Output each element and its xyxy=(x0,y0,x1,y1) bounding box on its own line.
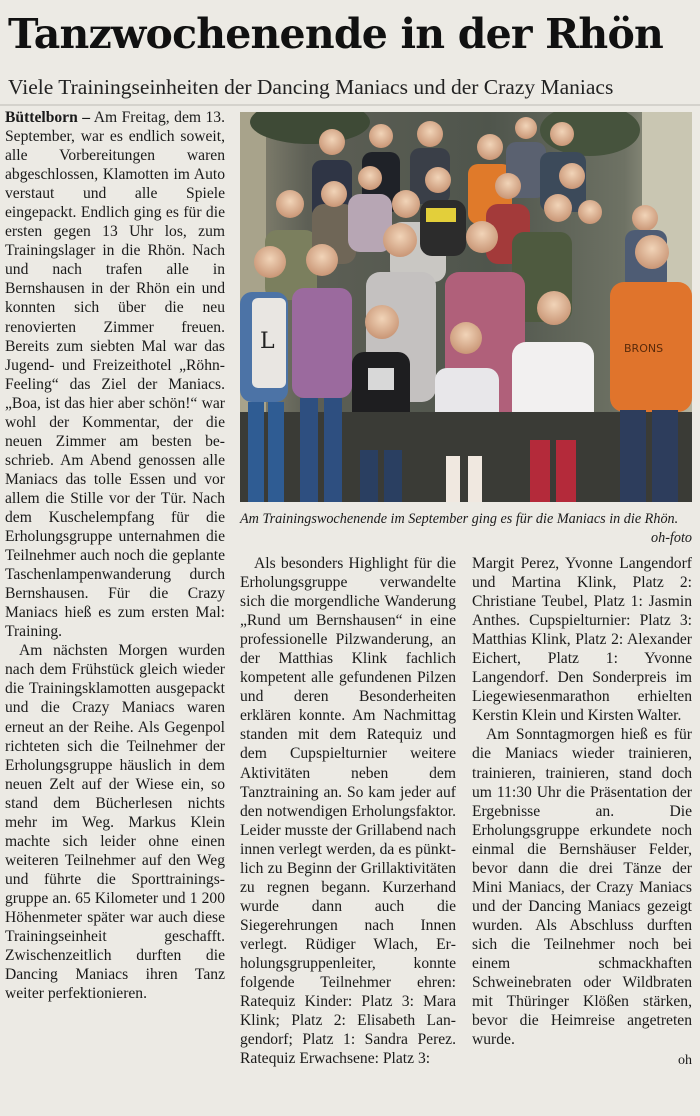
caption-text: Am Trainingswochenende im September ging es für die Maniacs in die Rhön. xyxy=(240,511,679,527)
paragraph: Am nächsten Morgen wurden nach dem Frühstück gleich wieder die Trainingsklamotten ausgepackt und die Crazy Maniacs waren erneut an der Reihe. Als Gegenpol richteten sich die Teilnehmer der Erholungsgruppe häuslich in dem neuen Zelt auf der Wiese ein, so stand dem Bücherlesen nichts mehr im Weg. Markus Klein machte sich leider ohne einen weiteren Teilnehmer auf den Weg und führte die Sporttrainingsgruppe an. 65 Kilometer und 1 200 Höhenmeter später war auch diese Trainingseinheit geschafft. Zwischenzeitlich durften die Dancing Maniacs ihren Tanz weiter perfektionieren. xyxy=(5,642,225,1003)
dateline: Büttelborn – xyxy=(5,109,91,126)
article-column-1 xyxy=(5,108,225,1113)
group-photo-image xyxy=(240,112,692,502)
subheadline: Viele Trainingseinheiten der Dancing Maniacs und der Crazy Maniacs xyxy=(8,75,614,99)
shirt-print: L xyxy=(260,329,275,354)
paragraph: Margit Perez, Yvonne Langendorf und Martina Klink, Platz 2: Christiane Teubel, Platz 1: Jasmin Anthes. Cupspielturnier: Platz 3: Matthias Klink, Platz 2: Alexander Eichert, Platz 1: Yvonne Langendorf. Den Sonderpreis im Liegewiesenmarathon erhielten Kerstin Klein und Kirsten Walter. xyxy=(472,555,692,725)
shirt-print-2: BRONS xyxy=(624,342,664,355)
headline: Tanzwochenende in der Rhön xyxy=(8,10,663,58)
group-photo xyxy=(240,112,692,502)
paragraph-text: Am Freitag, dem 13. September, war es endlich soweit, alle Vorbereitungen waren abgeschlossen, Klamotten im Auto verstaut und alle Spiele eingepackt. Endlich ging es für die ersten gegen 13 Uhr los, zum Trainingslager in die Rhön. Nach und nach trafen alle in Bernshausen in der Rhön ein und konnten sich über die neu renovierten Zimmer freuen. Bereits zum siebten Mal war das Jugend- und Freizeithotel „Röhn-Feeling“ das Ziel der Maniacs. „Boa, ist das hier aber schön!“ war wohl der Kommentar, der die neuen Zimmer am besten beschrieb. Am Abend genossen alle Maniacs das tolle Essen und vor allem die Stille vor der Tür. Nach dem Kuschelempfang für die Erholungsgruppe unternahmen die Teilnehmer auch noch die geplante Taschenlampenwanderung durch Bernshausen. Für die Crazy Maniacs hieß es zum ersten Mal: Training. xyxy=(5,109,225,641)
author-signoff: oh xyxy=(678,1053,692,1069)
header-divider xyxy=(0,104,700,106)
photo-caption xyxy=(240,510,692,550)
article-column-2 xyxy=(240,554,456,1114)
photo-credit: oh-foto xyxy=(651,530,692,546)
paragraph xyxy=(5,108,225,641)
paragraph: Als besonders Highlight für die Erholungsgruppe verwandelte sich die morgendliche Wanderung „Rund um Bernshausen“ in eine professionelle Pilzwanderung, an der Matthias Klink fachlich kompetent alle gefundenen Pilzen und deren Besonderheiten erklären konnte. Am Nachmittag standen mit dem Ratequiz und dem Cupspielturnier weitere Aktivitäten neben dem Tanztraining an. So kam jeder auf den notwendigen Erholungsfaktor. Leider musste der Grillabend nach innen verlegt werden, da es pünktlich zu Beginn der Grillaktivitäten zu regnen begann. Kurzerhand wurde dann auch die Siegerehrungen nach Innen verlegt. Rüdiger Wlach, Erholungsgruppenleiter, konnte folgende Teilnehmer ehren: Ratequiz Kinder: Platz 3: Mara Klink; Platz 2: Elisabeth Langendorf; Platz 1: Sandra Perez. Ratequiz Erwachsene: Platz 3: xyxy=(240,555,456,1068)
paragraph: Am Sonntagmorgen hieß es für die Maniacs wieder trainieren, trainieren, trainieren, stand doch um 11:30 Uhr die Präsentation der Ergebnisse an. Die Erholungsgruppe erkundete noch einmal die Bernshäuser Felder, bevor dann die drei Tänze der Mini Maniacs, der Crazy Maniacs und der Dancing Maniacs gezeigt wurden. Als Abschluss durften sich die Teilnehmer noch bei einem schmackhaften Schweinebraten oder Wildbraten mit Thüringer Klößen stärken, bevor die Heimreise angetreten wurde. xyxy=(472,726,692,1049)
article-column-3 xyxy=(472,554,692,1114)
